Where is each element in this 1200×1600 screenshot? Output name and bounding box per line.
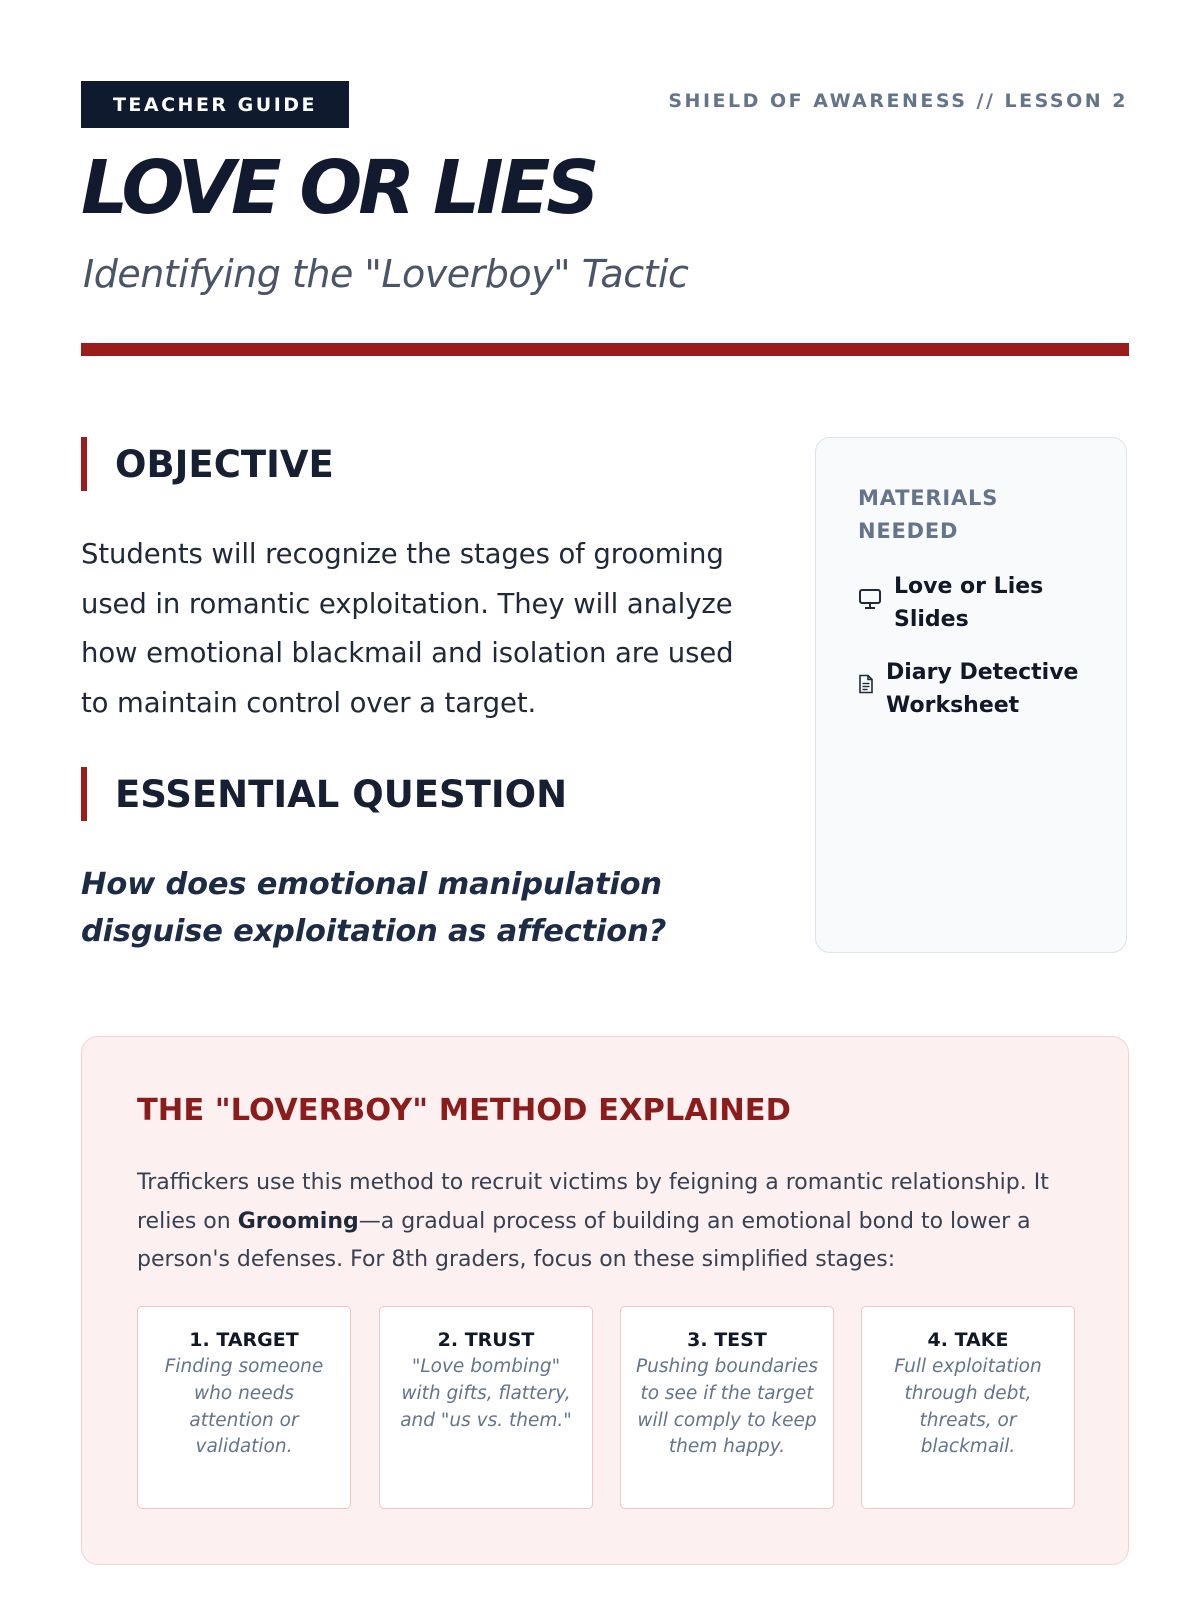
method-description <box>137 1164 1067 1280</box>
objective-text: Students will recognize the stages of grooming used in romantic exploitation. They will analyze how emotional blackmail and isolation are used to maintain control over a target. <box>81 538 734 719</box>
objective-heading: OBJECTIVE <box>81 437 334 491</box>
stage-card-test <box>620 1306 834 1509</box>
page-subtitle: Identifying the "Loverboy" Tactic <box>83 252 689 296</box>
stage-name: 2. TRUST <box>437 1329 535 1351</box>
method-title: THE "LOVERBOY" METHOD EXPLAINED <box>137 1093 791 1128</box>
method-text-before: Traffickers use this method to recruit victims by feigning a romantic relationship. It relies on <box>137 1170 1049 1234</box>
document-icon <box>858 674 874 698</box>
stage-name: 3. TEST <box>687 1329 767 1351</box>
materials-item-label: Love or Lies Slides <box>894 574 1044 632</box>
grooming-term: Grooming <box>237 1208 359 1234</box>
essential-question-heading: ESSENTIAL QUESTION <box>81 767 567 821</box>
stage-description: "Love bombing" with gifts, flattery, and "us vs. them." <box>400 1356 572 1431</box>
teacher-guide-badge: TEACHER GUIDE <box>81 81 349 128</box>
stage-card-take <box>861 1306 1075 1509</box>
stage-description: Finding someone who needs attention or validation. <box>164 1356 324 1458</box>
materials-item-worksheet <box>858 656 1096 722</box>
materials-panel <box>815 437 1127 953</box>
stage-card-target <box>137 1306 351 1509</box>
loverboy-method-callout <box>81 1036 1129 1565</box>
stage-name: 4. TAKE <box>927 1329 1009 1351</box>
materials-title: MATERIALS NEEDED <box>858 486 999 543</box>
stage-card-trust <box>379 1306 593 1509</box>
lesson-series-label: SHIELD OF AWARENESS // LESSON 2 <box>668 90 1128 112</box>
materials-item-slides <box>858 570 1096 636</box>
monitor-icon <box>858 588 882 614</box>
materials-item-label: Diary Detective Worksheet <box>886 660 1079 718</box>
essential-question-text: How does emotional manipulation disguise exploitation as affection? <box>81 867 667 949</box>
page-title: LOVE OR LIES <box>81 145 596 231</box>
stage-name: 1. TARGET <box>189 1329 299 1351</box>
stage-description: Pushing boundaries to see if the target will comply to keep them happy. <box>635 1356 819 1458</box>
stage-description: Full exploitation through debt, threats, or blackmail. <box>894 1356 1042 1458</box>
title-divider <box>81 343 1129 356</box>
method-text-after: —a gradual process of building an emotional bond to lower a person's defenses. For 8th graders, focus on these simplified stages: <box>137 1208 1031 1272</box>
